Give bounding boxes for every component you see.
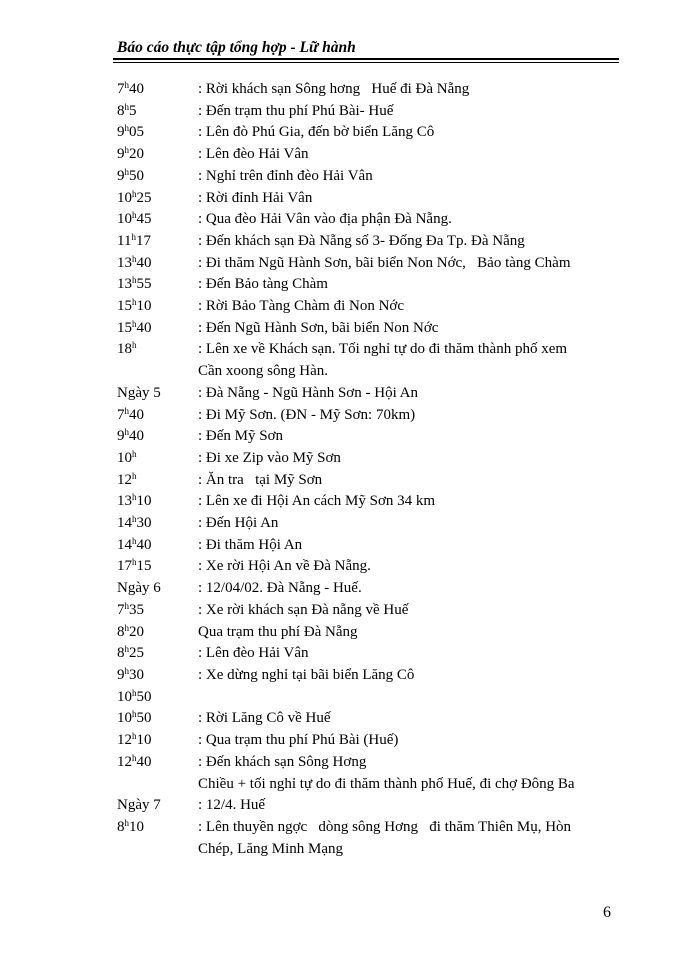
time-minute: 45: [136, 211, 152, 228]
time-hour-marker: h: [124, 101, 129, 112]
time-hour: 9: [117, 146, 125, 163]
time-hour: 18: [117, 341, 132, 358]
time-minute: 40: [129, 81, 144, 97]
activity-text: : Đến Bảo tàng Chàm: [198, 276, 328, 293]
time-label: [117, 795, 198, 817]
time-label: [117, 79, 198, 101]
time-minute: 30: [129, 666, 144, 683]
time-hour: 9: [117, 124, 125, 141]
time-hour: 7: [117, 81, 125, 97]
time-hour-marker: h: [132, 448, 137, 459]
itinerary-row: [117, 578, 627, 600]
time-hour: 9: [117, 167, 125, 184]
activity-text: : Rời Bảo Tàng Chàm đi Non Nớc: [198, 298, 404, 315]
time-hour: 14: [117, 536, 132, 553]
time-hour-marker: h: [132, 210, 137, 221]
activity-text: : Đến khách sạn Đà Nẵng số 3- Đống Đa Tp. Đà Nẵng: [198, 232, 525, 249]
activity-text: : Lên thuyền ngợc dòng sông Hơng đi thăm Thiên Mụ, Hòn: [198, 818, 572, 835]
time-minute: 5: [129, 102, 137, 119]
time-hour-marker: h: [124, 600, 129, 611]
activity-text: : Rời đỉnh Hải Vân: [198, 189, 313, 206]
time-label: [117, 643, 198, 665]
time-minute: 20: [129, 146, 144, 163]
itinerary-row: [117, 448, 627, 470]
activity-text: : Lên xe đi Hội An cách Mỹ Sơn 34 km: [198, 493, 436, 510]
time-label: [117, 296, 198, 318]
itinerary-row: [117, 318, 627, 340]
activity-text: : Lên đèo Hải Vân: [198, 645, 309, 662]
time-hour-marker: h: [132, 514, 137, 525]
time-hour: 12: [117, 471, 132, 488]
itinerary-row: [117, 817, 627, 839]
time-minute: 55: [136, 276, 152, 293]
time-hour: 10: [117, 211, 132, 228]
time-hour: Ngày 7: [117, 797, 161, 814]
itinerary-row: [117, 839, 627, 861]
itinerary-row: [117, 339, 627, 361]
time-hour: 10: [117, 189, 132, 206]
activity-text: Chép, Lăng Minh Mạng: [198, 840, 343, 857]
activity-text: : 12/4. Huế: [198, 797, 266, 814]
time-hour-marker: h: [124, 145, 129, 156]
time-minute: 10: [136, 732, 152, 749]
time-hour-marker: h: [132, 709, 137, 720]
activity-text: Qua trạm thu phí Đà Nẵng: [198, 623, 358, 640]
activity-text: : Đà Nẵng - Ngũ Hành Sơn - Hội An: [198, 384, 418, 401]
itinerary-row: [117, 622, 627, 644]
time-hour: 13: [117, 493, 132, 510]
activity-text: : Ăn tra tại Mỹ Sơn: [198, 471, 323, 488]
time-minute: 40: [136, 753, 152, 770]
time-hour: 11: [117, 232, 132, 249]
time-label: [117, 426, 198, 448]
time-hour-marker: h: [132, 535, 137, 546]
time-label: [117, 144, 198, 166]
time-label: [117, 383, 198, 405]
itinerary-row: [117, 600, 627, 622]
time-hour-marker: h: [124, 427, 129, 438]
time-hour-marker: h: [124, 123, 129, 134]
itinerary-row: [117, 730, 627, 752]
itinerary-row: [117, 79, 627, 101]
time-hour: 12: [117, 732, 132, 749]
time-hour-marker: h: [132, 297, 137, 308]
time-minute: 10: [129, 818, 144, 835]
time-label: [117, 253, 198, 275]
activity-text: : Nghỉ trên đỉnh đèo Hải Vân: [198, 167, 373, 184]
time-label: [117, 752, 198, 774]
time-hour-marker: h: [124, 405, 129, 416]
activity-text: : Đi thăm Hội An: [198, 536, 303, 553]
activity-text: : Đi Mỹ Sơn. (ĐN - Mỹ Sơn: 70km): [198, 406, 416, 423]
itinerary-row: [117, 491, 627, 513]
time-minute: 50: [129, 167, 144, 184]
time-minute: 40: [136, 254, 152, 271]
activity-text: : Lên đèo Hải Vân: [198, 146, 309, 163]
activity-text: : Qua đèo Hải Vân vào địa phận Đà Nẵng.: [198, 211, 452, 228]
time-minute: 25: [129, 645, 144, 662]
time-hour: Ngày 5: [117, 384, 161, 401]
time-hour-marker: h: [124, 80, 129, 90]
itinerary-row: [117, 253, 627, 275]
time-hour: 15: [117, 319, 132, 336]
itinerary-row: [117, 426, 627, 448]
time-label: [117, 708, 198, 730]
itinerary-row: [117, 144, 627, 166]
time-minute: 20: [129, 623, 144, 640]
time-label: [117, 318, 198, 340]
time-hour-marker: h: [132, 253, 137, 264]
time-hour-marker: h: [124, 817, 129, 828]
time-minute: 35: [129, 601, 144, 618]
page-header-title: Báo cáo thực tập tổng hợp - Lữ hành: [117, 39, 356, 56]
time-label: [117, 535, 198, 557]
time-hour: 9: [117, 666, 125, 683]
activity-text: : Đến khách sạn Sông Hơng: [198, 753, 367, 770]
time-label: [117, 188, 198, 210]
time-label: [117, 231, 198, 253]
activity-text: : Đi thăm Ngũ Hành Sơn, bãi biển Non Nớc, Bảo tàng Chàm: [198, 254, 571, 271]
time-label: [117, 622, 198, 644]
time-hour: 9: [117, 428, 125, 445]
time-hour-marker: h: [132, 687, 137, 698]
time-label: [117, 491, 198, 513]
itinerary-row: [117, 513, 627, 535]
time-hour: 15: [117, 298, 132, 315]
time-minute: 15: [136, 558, 152, 575]
time-label: [117, 839, 198, 861]
activity-text: [198, 687, 627, 709]
time-hour: 7: [117, 406, 125, 423]
itinerary-row: [117, 535, 627, 557]
time-minute: 50: [136, 710, 152, 727]
time-hour-marker: h: [132, 731, 137, 742]
time-hour-marker: h: [132, 318, 137, 329]
activity-text: : Lên đò Phú Gia, đến bờ biển Lăng Cô: [198, 124, 435, 141]
itinerary-row: [117, 122, 627, 144]
activity-text: : Đến Ngũ Hành Sơn, bãi biển Non Nớc: [198, 319, 439, 336]
time-minute: 40: [129, 406, 144, 423]
time-label: [117, 274, 198, 296]
time-hour: 8: [117, 818, 125, 835]
time-hour-marker: h: [132, 752, 137, 763]
time-label: [117, 817, 198, 839]
time-label: [117, 166, 198, 188]
time-hour-marker: h: [124, 644, 129, 655]
time-minute: 40: [136, 319, 152, 336]
time-label: [117, 665, 198, 687]
time-hour: 14: [117, 515, 132, 532]
activity-text: : Rời Lăng Cô về Huế: [198, 710, 331, 727]
time-hour: Ngày 6: [117, 580, 161, 597]
itinerary-row: [117, 361, 627, 383]
activity-text: : Rời khách sạn Sông hơng Huế đi Đà Nẵng: [198, 81, 470, 97]
itinerary-row: [117, 383, 627, 405]
time-label: [117, 578, 198, 600]
time-minute: 40: [136, 536, 152, 553]
time-label: [117, 448, 198, 470]
time-label: [117, 730, 198, 752]
activity-text: : Qua trạm thu phí Phú Bài (Huế): [198, 732, 399, 749]
time-hour-marker: h: [131, 231, 136, 242]
activity-text: : Xe dừng nghỉ tại bãi biển Lăng Cô: [198, 666, 415, 683]
time-hour-marker: h: [124, 622, 129, 633]
itinerary-row: [117, 556, 627, 578]
time-hour: 7: [117, 601, 125, 618]
time-label: [117, 513, 198, 535]
time-label: [117, 361, 198, 383]
time-hour-marker: h: [132, 557, 137, 568]
itinerary-row: [117, 752, 627, 774]
itinerary-row: [117, 209, 627, 231]
itinerary-row: [117, 643, 627, 665]
itinerary-row: [117, 470, 627, 492]
time-minute: 30: [136, 515, 152, 532]
page-number: 6: [603, 904, 611, 921]
time-hour: 8: [117, 623, 125, 640]
header-rule-thick: [113, 58, 619, 60]
time-hour: 12: [117, 753, 132, 770]
time-hour-marker: h: [132, 340, 137, 351]
time-minute: 40: [129, 428, 144, 445]
time-hour-marker: h: [124, 166, 129, 177]
itinerary-row: [117, 405, 627, 427]
time-label: [117, 774, 198, 796]
itinerary-row: [117, 795, 627, 817]
time-hour: 13: [117, 254, 132, 271]
activity-text: : Đến trạm thu phí Phú Bài- Huế: [198, 102, 394, 119]
time-hour: 13: [117, 276, 132, 293]
time-label: [117, 405, 198, 427]
time-label: [117, 122, 198, 144]
time-minute: 05: [129, 124, 144, 141]
activity-text: : 12/04/02. Đà Nẵng - Huế.: [198, 580, 362, 597]
itinerary-list: [117, 79, 627, 860]
activity-text: Chiều + tối nghỉ tự do đi thăm thành phố Huế, đi chợ Đông Ba: [198, 775, 575, 792]
time-minute: 17: [135, 232, 151, 249]
itinerary-row: [117, 708, 627, 730]
itinerary-row: [117, 274, 627, 296]
itinerary-row: [117, 296, 627, 318]
time-hour: 10: [117, 710, 132, 727]
activity-text: : Xe rời Hội An về Đà Nẵng.: [198, 558, 371, 575]
time-minute: 25: [136, 189, 152, 206]
time-label: [117, 600, 198, 622]
time-hour: 10: [117, 688, 132, 705]
activity-text: : Đến Hội An: [198, 515, 279, 532]
time-hour-marker: h: [132, 275, 137, 286]
activity-text: : Lên xe về Khách sạn. Tối nghỉ tự do đi thăm thành phố xem: [198, 341, 568, 358]
time-hour-marker: h: [132, 188, 137, 199]
itinerary-row: [117, 166, 627, 188]
itinerary-row: [117, 188, 627, 210]
itinerary-row: [117, 665, 627, 687]
time-label: [117, 339, 198, 361]
time-minute: 10: [136, 298, 152, 315]
activity-text: : Đi xe Zip vào Mỹ Sơn: [198, 449, 341, 466]
itinerary-row: [117, 687, 627, 709]
time-hour: 8: [117, 645, 125, 662]
header-rule-thin: [113, 62, 619, 63]
time-label: [117, 556, 198, 578]
time-hour-marker: h: [132, 470, 137, 481]
activity-text: : Đến Mỹ Sơn: [198, 428, 284, 445]
time-minute: 10: [136, 493, 152, 510]
time-label: [117, 687, 198, 709]
time-hour-marker: h: [132, 492, 137, 503]
time-label: [117, 101, 198, 123]
time-label: [117, 470, 198, 492]
time-minute: 50: [136, 688, 152, 705]
itinerary-row: [117, 231, 627, 253]
itinerary-row: [117, 101, 627, 123]
time-hour-marker: h: [124, 665, 129, 676]
time-hour: 10: [117, 449, 132, 466]
activity-text: Cần xoong sông Hàn.: [198, 363, 328, 380]
time-hour: 17: [117, 558, 132, 575]
time-label: [117, 209, 198, 231]
activity-text: : Xe rời khách sạn Đà nẵng về Huế: [198, 601, 409, 618]
time-hour: 8: [117, 102, 125, 119]
itinerary-row: [117, 774, 627, 796]
